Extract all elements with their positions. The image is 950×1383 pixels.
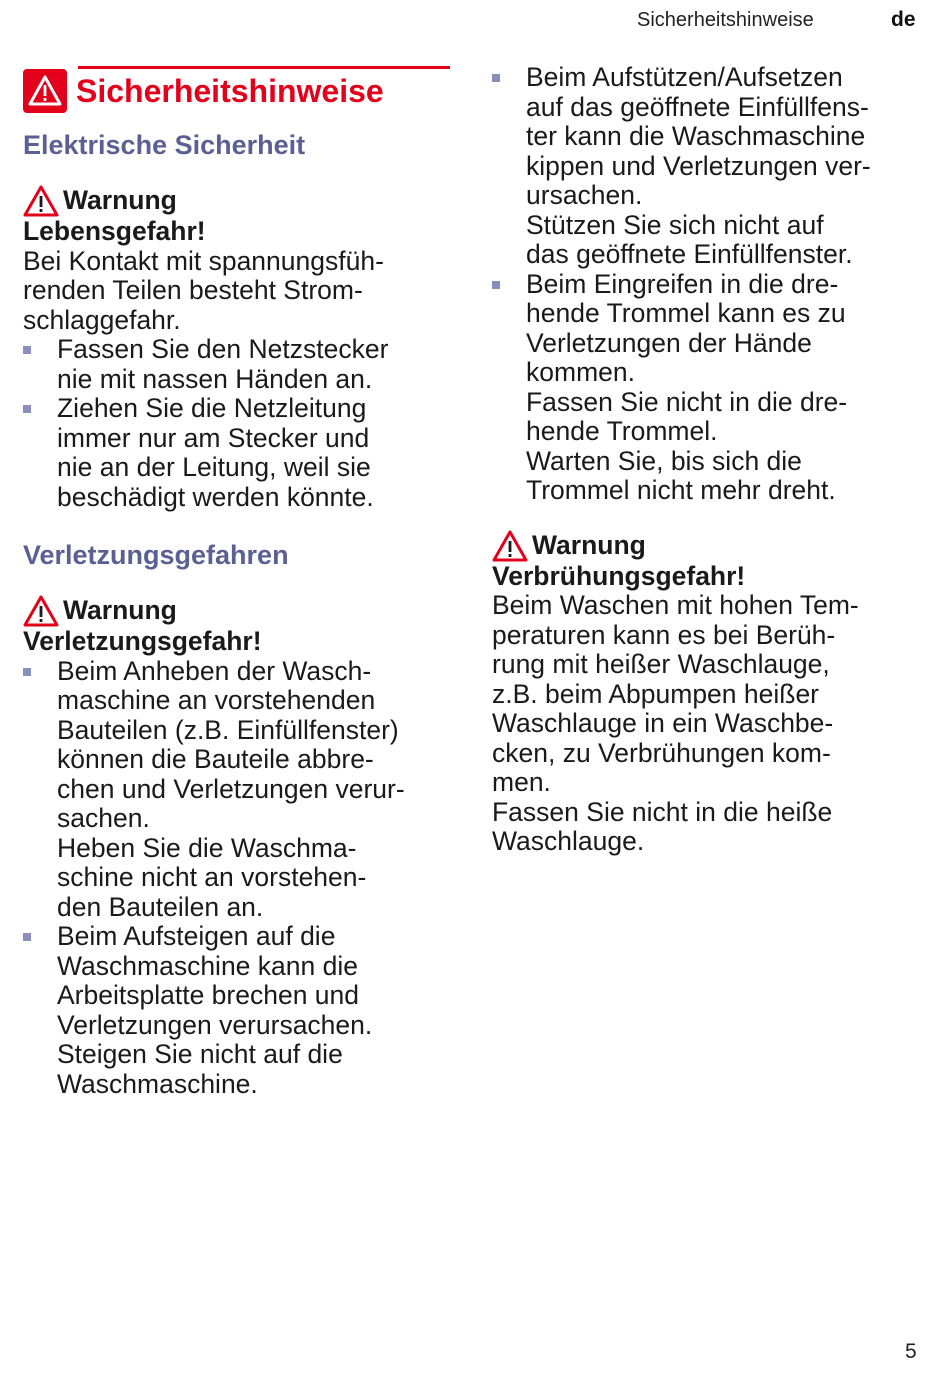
warning-triangle-icon [23, 69, 67, 113]
subsection-heading: Verletzungsgefahren [23, 540, 289, 570]
warning-title: Verletzungsgefahr! [23, 626, 262, 656]
right-column [492, 63, 932, 857]
warning-title: Lebensgefahr! [23, 216, 206, 246]
list-item: Fassen Sie den Netzstecker nie mit nassen Händen an. [23, 335, 453, 394]
bullet-list [23, 657, 453, 1100]
warning-heading [23, 185, 453, 217]
warning-heading [492, 530, 932, 562]
bullet-list [492, 63, 932, 506]
warning-label: Warnung [63, 595, 177, 626]
warning-label: Warnung [532, 529, 646, 560]
page-title: Sicherheitshinweise [76, 73, 384, 109]
warning-text: Beim Waschen mit hohen Tem- peraturen kann es bei Berüh- rung mit heißer Waschlauge, z.B. beim Abpumpen heißer Waschlauge in ein Waschbe- cken, zu Verbrühungen kom- men. Fassen Sie nicht in die heiße Waschlauge. [492, 590, 859, 856]
list-item: Ziehen Sie die Netzleitung immer nur am Stecker und nie an der Leitung, weil sie beschädigt werden könnte. [23, 394, 453, 512]
left-column [23, 66, 453, 1099]
list-item: Beim Aufstützen/Aufsetzen auf das geöffnete Einfüllfens- ter kann die Waschmaschine kippen und Verletzungen ver- ursachen. Stützen Sie sich nicht auf das geöffnete Einfüllfenster. [492, 63, 932, 270]
header-section-title: Sicherheitshinweise [637, 9, 814, 31]
list-item: Beim Anheben der Wasch- maschine an vorstehenden Bauteilen (z.B. Einfüllfenster) können die Bauteile abbre- chen und Verletzungen verur- sachen. Heben Sie die Waschma- schine nicht an vorstehen- den Bauteilen an. [23, 657, 453, 923]
list-item: Beim Aufsteigen auf die Waschmaschine kann die Arbeitsplatte brechen und Verletzungen verursachen. Steigen Sie nicht auf die Waschmaschine. [23, 922, 453, 1099]
warning-label: Warnung [63, 185, 177, 216]
list-item: Beim Eingreifen in die dre- hende Trommel kann es zu Verletzungen der Hände kommen. Fassen Sie nicht in die dre- hende Trommel. Warten Sie, bis sich die Trommel nicht mehr dreht. [492, 270, 932, 506]
subsection-heading: Elektrische Sicherheit [23, 130, 306, 160]
page-number: 5 [905, 1340, 917, 1363]
header-language: de [891, 8, 916, 31]
warning-triangle-icon [23, 595, 59, 627]
warning-title: Verbrühungsgefahr! [492, 560, 746, 591]
warning-triangle-icon [23, 185, 59, 217]
warning-text: Bei Kontakt mit spannungsfüh- renden Teilen besteht Strom- schlaggefahr. [23, 245, 384, 335]
bullet-list [23, 335, 453, 512]
warning-heading [23, 595, 453, 627]
warning-triangle-icon [492, 530, 528, 562]
section-heading [23, 69, 453, 113]
